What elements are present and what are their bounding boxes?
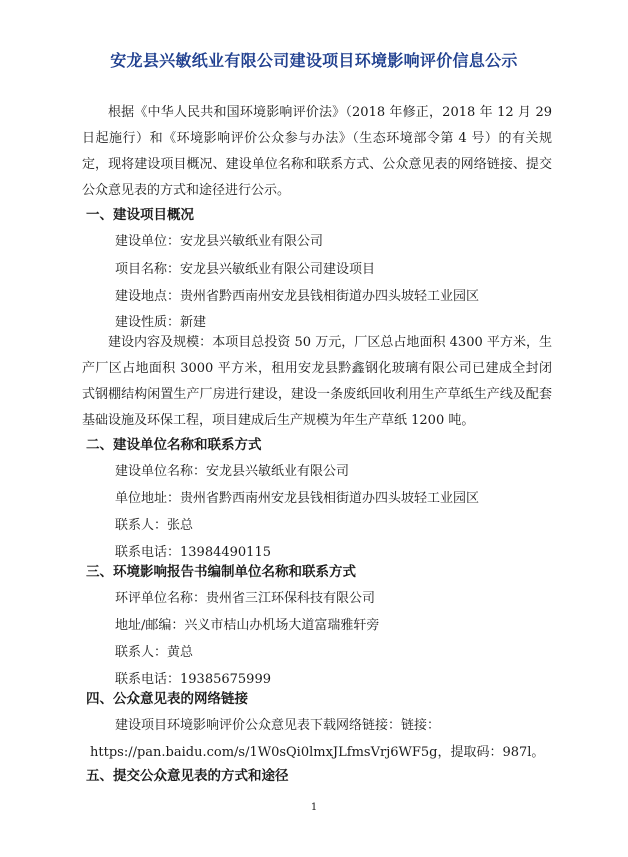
s1-nature: 建设性质：新建 <box>115 315 207 330</box>
intro-paragraph: 根据《中华人民共和国环境影响评价法》（2018 年修正，2018 年 12 月 29 日起施行）和《环境影响评价公众参与办法》（生态环境部令第 4 号）的有关规定，现将建设项目概况、建设单位名称和联系方式、公众意见表的网络链接、提交公众意见表的方式和途径进行公示。 <box>82 105 552 198</box>
s3-unit: 环评单位名称：贵州省三江环保科技有限公司 <box>115 591 376 606</box>
s2-unit: 建设单位名称：安龙县兴敏纸业有限公司 <box>115 464 350 479</box>
s2-phone: 联系电话：13984490115 <box>115 545 271 560</box>
s3-phone: 联系电话：19385675999 <box>115 672 271 687</box>
s3-contact: 联系人：黄总 <box>115 645 194 660</box>
s1-project-name: 项目名称：安龙县兴敏纸业有限公司建设项目 <box>115 262 376 277</box>
section-2-heading: 二、建设单位名称和联系方式 <box>86 437 262 453</box>
section-1-heading: 一、建设项目概况 <box>86 207 194 223</box>
s4-link-label: 建设项目环境影响评价公众意见表下载网络链接：链接： <box>115 718 441 733</box>
section-4-heading: 四、公众意见表的网络链接 <box>86 691 248 707</box>
s2-address: 单位地址：贵州省黔西南州安龙县钱相街道办四头坡轻工业园区 <box>115 491 480 506</box>
s1-location: 建设地点：贵州省黔西南州安龙县钱相街道办四头坡轻工业园区 <box>115 289 480 304</box>
document-title: 安龙县兴敏纸业有限公司建设项目环境影响评价信息公示 <box>110 51 518 70</box>
s1-scale-paragraph: 建设内容及规模：本项目总投资 50 万元，厂区总占地面积 4300 平方米，生产厂区占地面积 3000 平方米，租用安龙县黔鑫钢化玻璃有限公司已建成全封闭式钢棚结构闲置生产厂房进行建设，建设一条废纸回收利用生产草纸生产线及配套基础设施及环保工程，项目建成后生产规模为年生产草纸 1200 吨。 <box>82 335 552 428</box>
s2-contact: 联系人：张总 <box>115 518 194 533</box>
section-3-heading: 三、环境影响报告书编制单位名称和联系方式 <box>86 564 356 580</box>
s3-address: 地址/邮编：兴义市桔山办机场大道富瑞雅轩旁 <box>115 618 380 633</box>
s1-unit: 建设单位：安龙县兴敏纸业有限公司 <box>115 234 324 249</box>
section-5-heading: 五、提交公众意见表的方式和途径 <box>86 768 289 784</box>
page-number: 1 <box>310 802 318 813</box>
s4-download-link[interactable]: https://pan.baidu.com/s/1W0sQi0lmxJLfmsVrj6WF5g，提取码：987l。 <box>90 745 545 760</box>
